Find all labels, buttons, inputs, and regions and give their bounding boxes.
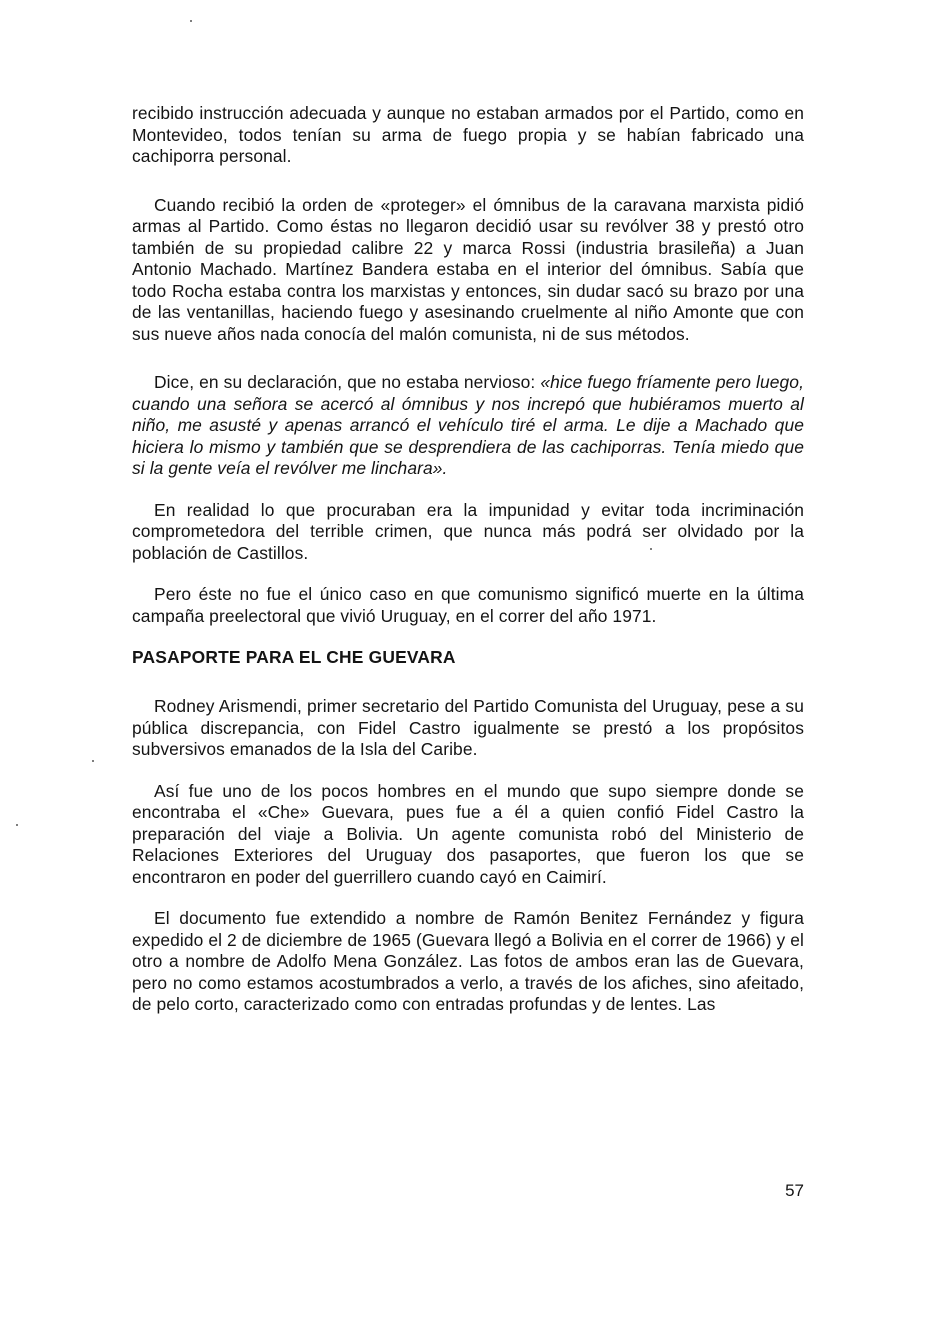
declaracion-intro: Dice, en su declaración, que no estaba nervioso: — [154, 372, 541, 392]
paragraph-continuation: recibido instrucción adecuada y aunque no estaban armados por el Partido, como en Montevideo, todos tenían su arma de fuego propia y se habían fabricado una cachiporra personal. — [132, 103, 804, 166]
scan-speck — [92, 760, 94, 762]
paragraph-che-guevara: Así fue uno de los pocos hombres en el mundo que supo siempre donde se encontraba el «Che» Guevara, pues fue a él a quien confió Fidel Castro la preparación del viaje a Bolivia. Un agente comunista robó del Ministerio de Relaciones Exteriores del Uruguay dos pasaportes, que fueron los que se encontraron en poder del guerrillero cuando cayó en Caimirí. — [132, 780, 804, 887]
paragraph-impunidad: En realidad lo que procuraban era la impunidad y evitar toda incriminación comprometedora del terrible crimen, que nunca más podrá ser olvidado por la población de Castillos. — [132, 499, 804, 563]
paragraph-arismendi: Rodney Arismendi, primer secretario del Partido Comunista del Uruguay, pese a su pública discrepancia, con Fidel Castro igualmente se prestó a los propósitos subversivos emanados de la Isla del Caribe. — [132, 696, 804, 759]
scan-speck — [16, 824, 18, 826]
declaracion-quote: «hice fuego fríamente pero luego, cuando una señora se acercó al ómnibus y nos increpó que hubiéramos muerto al niño, me asusté y apenas arrancó el vehículo tiré el arma. Le dije a Machado que hiciera lo mismo y también que se desprendiera de las cachiporras. Tenía miedo que si la gente veía el revólver me linchara». — [132, 372, 805, 478]
scan-speck — [190, 20, 192, 22]
page-body — [132, 103, 804, 1016]
paragraph-declaracion — [132, 372, 804, 480]
paragraph-documento: El documento fue extendido a nombre de Ramón Benitez Fernández y figura expedido el 2 de diciembre de 1965 (Guevara llegó a Bolivia en el correr de 1966) y el otro a nombre de Adolfo Mena González. Las fotos de ambos eran las de Guevara, pero no como estamos acostumbrados a verlo, a través de los afiches, sino afeitado, de pelo corto, caracterizado como con entradas profundas y de lentes. Las — [132, 908, 804, 1014]
paragraph-proteger: Cuando recibió la orden de «proteger» el ómnibus de la caravana marxista pidió armas al Partido. Como éstas no llegaron decidió usar su revólver 38 y prestó otro también de su propiedad calibre 22 y marca Rossi (industria brasileña) a Juan Antonio Machado. Martínez Bandera estaba en el interior del ómnibus. Sabía que todo Rocha estaba contra los marxistas y entonces, sin dudar sacó su brazo por una de las ventanillas, haciendo fuego y asesinando cruelmente al niño Amonte que con sus nueve años nada conocía del malón comunista, ni de sus métodos. — [132, 194, 804, 344]
page-number: 57 — [785, 1181, 804, 1200]
paragraph-unico-caso: Pero éste no fue el único caso en que comunismo significó muerte en la última campaña preelectoral que vivió Uruguay, en el correr del año 1971. — [132, 584, 804, 626]
scan-speck — [650, 548, 652, 550]
section-heading: PASAPORTE PARA EL CHE GUEVARA — [132, 647, 456, 667]
